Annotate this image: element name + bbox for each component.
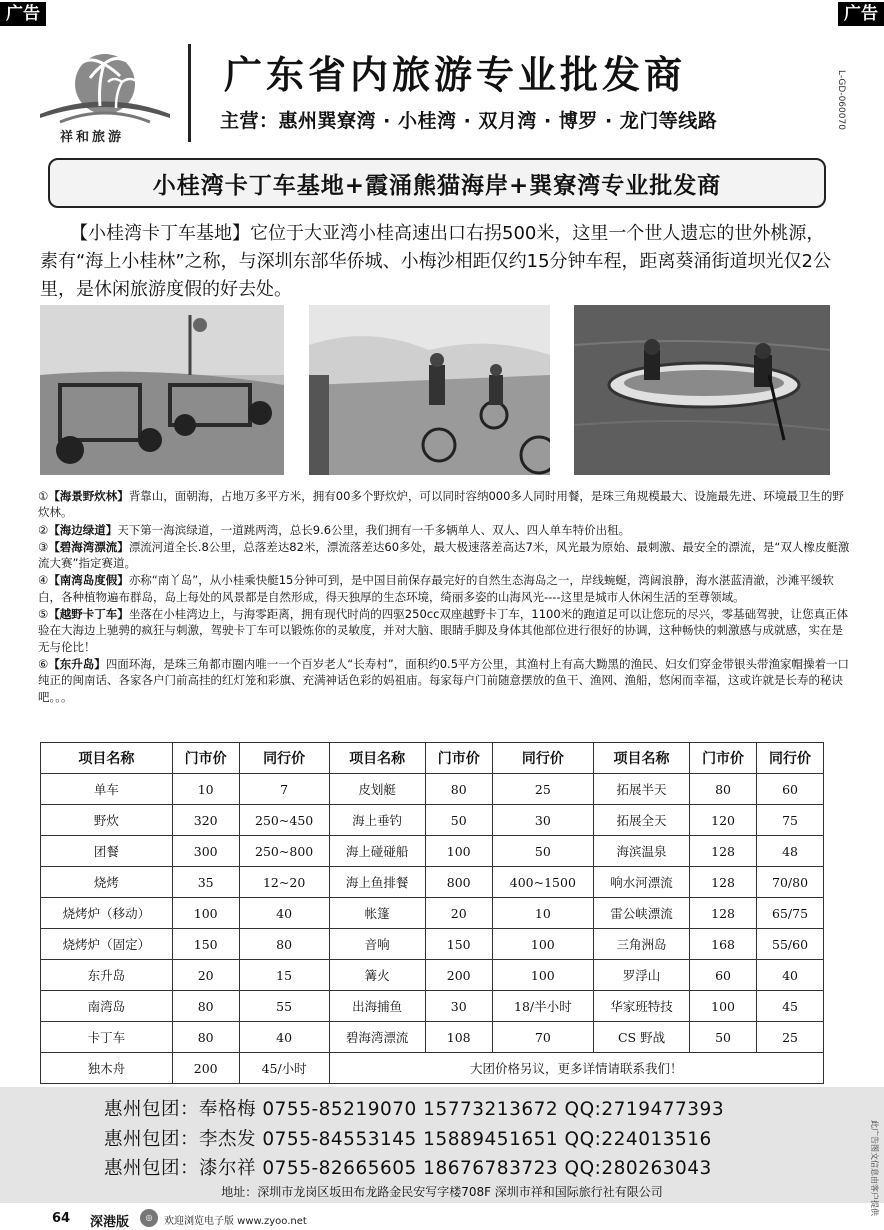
- banner-text: 小桂湾卡丁车基地+霞涌熊猫海岸+巽寮湾专业批发商: [152, 172, 722, 199]
- table-cell: 帐篷: [329, 898, 425, 929]
- table-cell: 150: [425, 929, 492, 960]
- table-cell: 80: [425, 774, 492, 805]
- feature-name: 【碧海湾漂流】: [48, 539, 129, 554]
- table-cell: 25: [757, 1022, 824, 1053]
- header: [26, 38, 856, 148]
- table-cell: 100: [425, 836, 492, 867]
- table-cell: 10: [172, 774, 239, 805]
- feature-num: ②: [38, 522, 49, 537]
- page-number: 64: [52, 1211, 71, 1226]
- table-cell: 80: [172, 991, 239, 1022]
- contact-line: 惠州包团：奉格梅 0755-85219070 15773213672 QQ:2719477393: [104, 1099, 725, 1120]
- header-divider: [188, 44, 191, 142]
- price-table: [40, 742, 824, 1084]
- feature-num: ⑥: [38, 656, 49, 671]
- table-row: [41, 929, 824, 960]
- banner: [48, 158, 826, 208]
- feature-desc: 四面环海，是珠三角都市圈内唯一一个百岁老人“长寿村”，面积约0.5平方公里，其渔村上有高大黝黑的渔民、妇女们穿金带银头带渔家帽操着一口纯正的闽南话、各家各户门前高挂的红灯笼和彩旗、充满神话色彩的妈祖庙。每家每户门前随意摆放的鱼干、渔网、渔船，悠闲而幸福，这或许就是长寿的秘诀吧。。。: [38, 656, 850, 704]
- col-header: 门市价: [172, 743, 239, 774]
- address: 地址：深圳市龙岗区坂田布龙路金民安写字楼708F 深圳市祥和国际旅行社有限公司: [221, 1185, 663, 1199]
- table-cell: 100: [690, 991, 757, 1022]
- logo-text: 祥和旅游: [60, 130, 125, 145]
- table-cell: 80: [239, 929, 329, 960]
- table-cell: 7: [239, 774, 329, 805]
- table-note: 大团价格另议，更多详情请联系我们！: [329, 1053, 823, 1084]
- feature-desc: 漂流河道全长.8公里，总落差达82米，漂流落差达60多处，最大极速落差高达7米，风光最为原始、最刺激、最安全的漂流，是“双人橡皮艇激流大赛”指定赛道。: [38, 539, 850, 571]
- table-cell: 30: [492, 805, 593, 836]
- page-title: 广东省内旅游专业批发商: [224, 53, 687, 97]
- table-cell: 80: [172, 1022, 239, 1053]
- table-cell: 50: [425, 805, 492, 836]
- table-cell: 雷公峡漂流: [593, 898, 689, 929]
- table-cell: 55/60: [757, 929, 824, 960]
- table-row: [41, 867, 824, 898]
- table-row: [41, 991, 824, 1022]
- welcome-link[interactable]: 欢迎浏览电子版 www.zyoo.net: [164, 1216, 307, 1227]
- table-cell: 70/80: [757, 867, 824, 898]
- feature-num: ①: [38, 489, 49, 503]
- table-row: [41, 898, 824, 929]
- table-cell: 三角洲岛: [593, 929, 689, 960]
- footer: [0, 1205, 884, 1230]
- table-cell: 15: [239, 960, 329, 991]
- side-code: L-GD-060070: [836, 70, 846, 130]
- feature-item: [38, 488, 850, 521]
- table-cell: 罗浮山: [593, 960, 689, 991]
- table-cell: 南湾岛: [41, 991, 173, 1022]
- table-cell: 128: [690, 867, 757, 898]
- table-cell: 200: [172, 1053, 239, 1084]
- col-header: 同行价: [239, 743, 329, 774]
- table-cell: 响水河漂流: [593, 867, 689, 898]
- table-cell: 35: [172, 867, 239, 898]
- table-row: [41, 1053, 824, 1084]
- contacts-panel: [0, 1087, 884, 1203]
- side-note: 此广告图文信息由客户提供: [870, 1120, 879, 1216]
- table-cell: 168: [690, 929, 757, 960]
- table-row: [41, 836, 824, 867]
- contact-line: 惠州包团：漆尔祥 0755-82665605 18676783723 QQ:280263043: [104, 1158, 712, 1179]
- table-cell: 48: [757, 836, 824, 867]
- photo-rafting: [574, 305, 830, 475]
- feature-desc: 背靠山，面朝海，占地万多平方米，拥有00多个野炊炉，可以同时容纳000多人同时用餐，是珠三角规模最大、设施最先进、环境最卫生的野炊林。: [38, 489, 844, 520]
- table-cell: 20: [172, 960, 239, 991]
- table-cell: 70: [492, 1022, 593, 1053]
- col-header: 门市价: [425, 743, 492, 774]
- table-cell: 128: [690, 836, 757, 867]
- table-cell: 卡丁车: [41, 1022, 173, 1053]
- table-cell: 碧海湾漂流: [329, 1022, 425, 1053]
- table-cell: 100: [172, 898, 239, 929]
- feature-item: [38, 606, 850, 655]
- table-cell: 45: [757, 991, 824, 1022]
- table-cell: 拓展全天: [593, 805, 689, 836]
- photo-go-karts: [40, 305, 284, 475]
- table-cell: 野炊: [41, 805, 173, 836]
- table-row: [41, 960, 824, 991]
- table-cell: 12~20: [239, 867, 329, 898]
- feature-name: 【东升岛】: [48, 656, 106, 671]
- table-cell: 团餐: [41, 836, 173, 867]
- table-cell: 150: [172, 929, 239, 960]
- table-cell: 65/75: [757, 898, 824, 929]
- contact-line: 惠州包团：李杰发 0755-84553145 15889451651 QQ:224013516: [104, 1129, 712, 1150]
- col-header: 同行价: [757, 743, 824, 774]
- feature-desc: 坐落在小桂湾边上，与海零距离，拥有现代时尚的四驱250cc双座越野卡丁车，1100米的跑道足可以让您玩的尽兴，零基础驾驶，让您真正体验在大海边上驰骋的疯狂与刺激，驾驶卡丁车可以锻炼你的灵敏度，并对大脑、眼睛手脚及身体其他部位进行很好的协调，这种畅快的刺激感与成就感，实在是无与伦比！: [38, 607, 849, 654]
- table-cell: 海上垂钓: [329, 805, 425, 836]
- table-cell: CS 野战: [593, 1022, 689, 1053]
- col-header: 项目名称: [41, 743, 173, 774]
- table-cell: 55: [239, 991, 329, 1022]
- table-row: [41, 774, 824, 805]
- table-cell: 300: [172, 836, 239, 867]
- table-cell: 108: [425, 1022, 492, 1053]
- table-cell: 100: [492, 960, 593, 991]
- table-cell: 25: [492, 774, 593, 805]
- feature-num: ④: [38, 573, 49, 588]
- features-list: [38, 488, 850, 706]
- ad-label-right: 广告: [838, 2, 884, 26]
- table-cell: 250~800: [239, 836, 329, 867]
- feature-item: [38, 539, 850, 572]
- table-cell: 50: [492, 836, 593, 867]
- table-cell: 30: [425, 991, 492, 1022]
- feature-name: 【海景野炊林】: [48, 489, 129, 503]
- table-cell: 75: [757, 805, 824, 836]
- feature-num: ③: [38, 539, 49, 554]
- table-cell: 60: [690, 960, 757, 991]
- table-cell: 100: [492, 929, 593, 960]
- feature-desc: 天下第一海滨绿道，一道跳两湾，总长9.6公里，我们拥有一千多辆单人、双人、四人单车特价出租。: [117, 522, 631, 537]
- table-cell: 200: [425, 960, 492, 991]
- table-cell: 海上鱼排餐: [329, 867, 425, 898]
- table-cell: 单车: [41, 774, 173, 805]
- table-cell: 音响: [329, 929, 425, 960]
- table-cell: 18/半小时: [492, 991, 593, 1022]
- feature-num: ⑤: [38, 607, 49, 622]
- table-cell: 拓展半天: [593, 774, 689, 805]
- table-cell: 10: [492, 898, 593, 929]
- table-cell: 400~1500: [492, 867, 593, 898]
- table-cell: 皮划艇: [329, 774, 425, 805]
- table-row: [41, 1022, 824, 1053]
- feature-item: [38, 522, 850, 538]
- table-cell: 华家班特技: [593, 991, 689, 1022]
- table-cell: 320: [172, 805, 239, 836]
- table-cell: 烧烤: [41, 867, 173, 898]
- intro-paragraph: 【小桂湾卡丁车基地】它位于大亚湾小桂高速出口右拐500米，这里一个世人遗忘的世外桃源，素有“海上小桂林”之称，与深圳东部华侨城、小梅沙相距仅约15分钟车程，距离葵涌街道坝光仅2公里，是休闲旅游度假的好去处。: [40, 223, 832, 300]
- col-header: 同行价: [492, 743, 593, 774]
- col-header: 项目名称: [329, 743, 425, 774]
- photo-cyclists: [309, 305, 550, 475]
- table-cell: 烧烤炉（固定）: [41, 929, 173, 960]
- col-header: 门市价: [690, 743, 757, 774]
- feature-name: 【南湾岛度假】: [48, 573, 129, 588]
- ad-label-left: 广告: [0, 2, 46, 26]
- page-subtitle: 主营：惠州巽寮湾 · 小桂湾 · 双月湾 · 博罗 · 龙门等线路: [220, 110, 718, 132]
- table-cell: 80: [690, 774, 757, 805]
- table-cell: 烧烤炉（移动）: [41, 898, 173, 929]
- table-row: [41, 805, 824, 836]
- globe-icon: ◎: [140, 1209, 158, 1227]
- table-cell: 40: [757, 960, 824, 991]
- feature-item: [38, 656, 850, 705]
- table-cell: 40: [239, 898, 329, 929]
- col-header: 项目名称: [593, 743, 689, 774]
- table-cell: 60: [757, 774, 824, 805]
- table-cell: 45/小时: [239, 1053, 329, 1084]
- table-cell: 出海捕鱼: [329, 991, 425, 1022]
- table-cell: 海上碰碰船: [329, 836, 425, 867]
- edition-label: 深港版: [90, 1215, 130, 1230]
- feature-name: 【越野卡丁车】: [48, 607, 129, 622]
- feature-name: 【海边绿道】: [48, 522, 118, 537]
- table-cell: 800: [425, 867, 492, 898]
- table-header-row: [41, 743, 824, 774]
- table-cell: 128: [690, 898, 757, 929]
- table-cell: 250~450: [239, 805, 329, 836]
- table-cell: 50: [690, 1022, 757, 1053]
- table-cell: 独木舟: [41, 1053, 173, 1084]
- table-cell: 海滨温泉: [593, 836, 689, 867]
- table-cell: 20: [425, 898, 492, 929]
- feature-item: [38, 572, 850, 605]
- table-cell: 篝火: [329, 960, 425, 991]
- table-cell: 40: [239, 1022, 329, 1053]
- table-cell: 东升岛: [41, 960, 173, 991]
- table-cell: 120: [690, 805, 757, 836]
- feature-desc: 亦称“南丫岛”，从小桂乘快艇15分钟可到，是中国目前保存最完好的自然生态海岛之一，岸线蜿蜒，湾阔浪静，海水湛蓝清澈，沙滩平缓软白，各种植物遍布群岛，岛上每处的风景都是自然形成，得天独厚的生态环境，绮丽多姿的山海风光----这里是城市人休闲生活的至尊领域。: [38, 573, 834, 604]
